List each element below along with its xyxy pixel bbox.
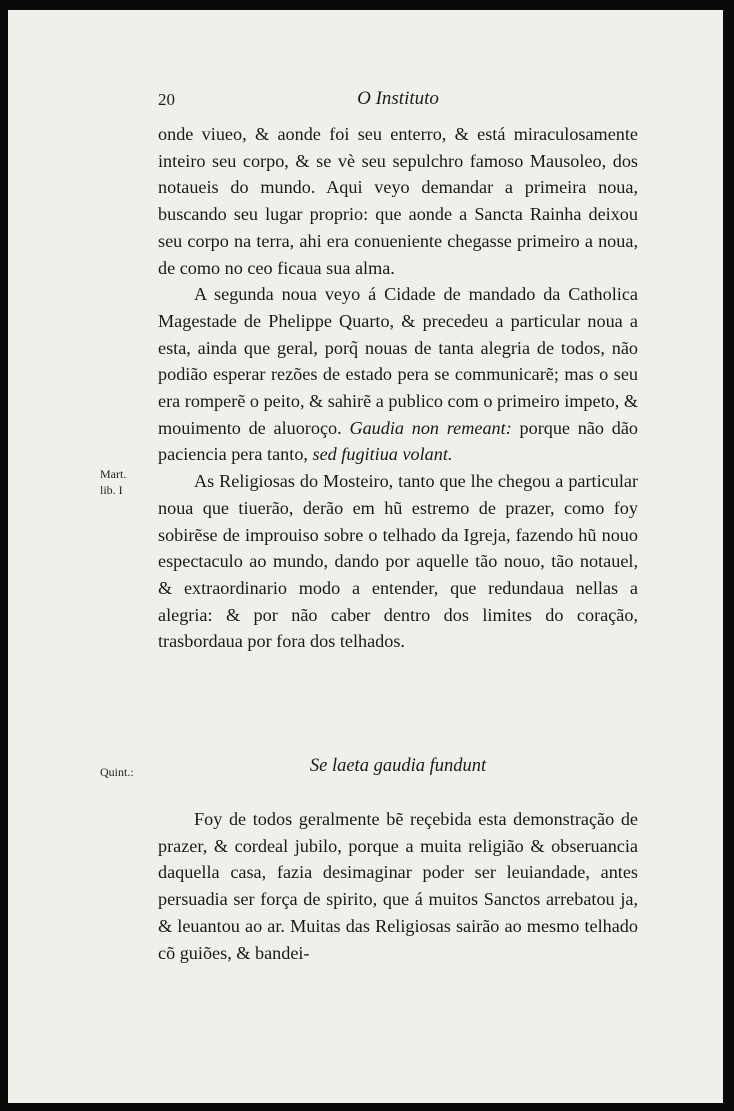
main-text-continued: [158, 806, 638, 966]
margin-note-mart: Mart. lib. I: [100, 467, 127, 497]
paragraph-3: As Religiosas do Mosteiro, tanto que lhe chegou a particular noua que tiuerão, derão em hũ estremo de prazer, como foy sobirẽse de improuiso sobre o telhado da Igreja, fazendo hũ nouo espectaculo ao mundo, dando por aquelle tão nouo, tão notauel, & extraordinario modo a entender, que redundaua nellas a alegria: & por não caber dentro dos limites do coração, trasbordaua por fora dos telhados.: [158, 471, 638, 652]
running-title: O Instituto: [357, 88, 439, 109]
page-number: 20: [158, 90, 175, 109]
page-header: [158, 78, 638, 118]
latin-quote-2: sed fugitiua volant.: [312, 444, 453, 465]
latin-quote-1: Gaudia non remeant:: [349, 417, 512, 438]
paragraph-1: onde viueo, & aonde foi seu enterro, & está miraculosamente inteiro seu corpo, & se vè seu sepulchro famoso Mausoleo, dos notaueis do mundo. Aqui veyo demandar a primeira noua, buscando seu lugar proprio: que aonde a Sancta Rainha deixou seu corpo na terra, ahi era conueniente chegasse primeiro a noua, de como no ceo ficaua sua alma.: [158, 124, 638, 278]
main-text: [158, 121, 638, 655]
paragraph-2: A segunda noua veyo á Cidade de mandado da Catholica Magestade de Phelippe Quarto, & precedeu a particular noua a esta, ainda que geral, porq̃ nouas de tanta alegria de todos, não podião esperar rezões de estado pera se communicarẽ; mas o seu era romperẽ o peito, & sahirẽ a publico com o primeiro impeto, & mouimento de aluoroço. Gaudia non remeant: porque não dão paciencia pera tanto, sed fugitiua volant.: [158, 284, 639, 465]
paragraph-4: Foy de todos geralmente bẽ reçebida esta demonstração de prazer, & cordeal jubilo, porque a muita religião & obseruancia daquella casa, fazia desimaginar poder ser leuiandade, antes persuadia ser força de spirito, que á muitos Sanctos arrebatou ja, & leuantou ao ar. Muitas das Religiosas sairão ao mesmo telhado cõ guiões, & bandei-: [158, 809, 638, 963]
latin-epigraph: Se laeta gaudia fundunt: [309, 756, 487, 776]
margin-note-quint: Quint.:: [100, 765, 134, 779]
